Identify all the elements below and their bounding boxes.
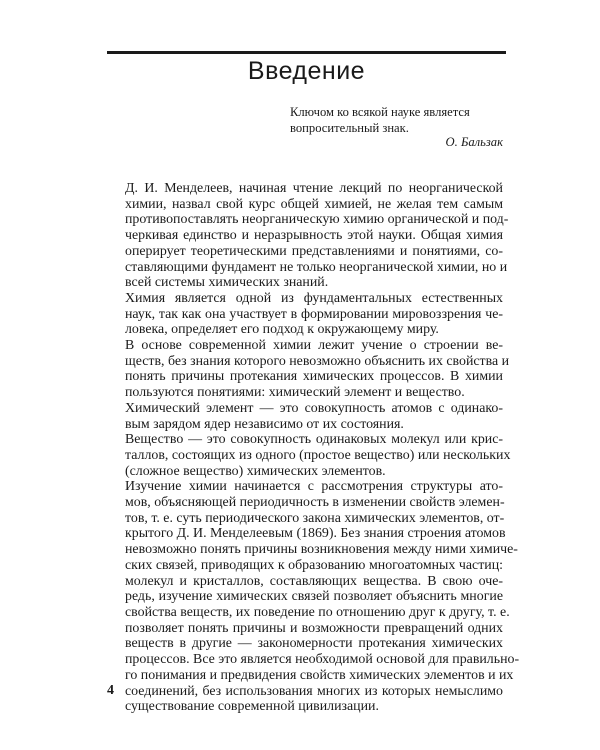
text-line: го понимания и предвидения свойств химических элементов и их (125, 667, 514, 683)
text-line: невозможно понять причины возникновения между ними химиче- (125, 542, 518, 558)
text-line: противопоставлять неорганическую химию органической и под- (125, 212, 509, 228)
chapter-title: Введение (247, 57, 366, 85)
text-line: мов, объясняющей периодичность в изменении свойств элемен- (125, 495, 505, 511)
paragraph (105, 338, 510, 401)
text-line: ставляющими фундамент не только неорганической химии, но и (125, 259, 508, 275)
text-line: существование современной цивилизации. (125, 699, 379, 715)
text-line: В основе современной химии лежит учение о строении ве- (125, 338, 503, 354)
text-line: Д. И. Менделеев, начиная чтение лекций по неорганической (125, 181, 503, 196)
text-line: крытого Д. И. Менделеевым (1869). Без знания строения атомов (125, 526, 506, 542)
text-line: Изучение химии начинается с рассмотрения структуры ато- (125, 479, 503, 495)
text-line: всей системы химических знаний. (125, 275, 329, 291)
text-line: ловека, определяет его подход к окружающему миру. (125, 322, 439, 338)
text-line: соединений, без использования многих из которых немыслимо (125, 683, 503, 699)
text-line: свойства веществ, их поведение по отношению друг к другу, т. е. (125, 604, 510, 620)
body-text (105, 181, 520, 715)
epigraph-line: вопросительный знак. (290, 121, 409, 135)
paragraph (105, 291, 503, 338)
text-line: веществ в другие — закономерности протекания химических (125, 636, 503, 652)
epigraph-line: Ключом ко всякой науке является (290, 105, 470, 119)
text-line: Химический элемент — это совокупность атомов с одинако- (125, 400, 503, 416)
paragraph (105, 401, 503, 432)
text-line: пользуются понятиями: химический элемент и вещество. (125, 385, 465, 401)
epigraph (290, 104, 510, 136)
header-rule (107, 51, 506, 54)
text-line: Вещество — это совокупность одинаковых молекул или крис- (125, 432, 503, 448)
text-line: (сложное вещество) химических элементов. (125, 463, 386, 479)
text-line: ских связей, приводящих к образованию многоатомных частиц: (125, 557, 503, 573)
paragraph (105, 432, 511, 479)
text-line: вым зарядом ядер независимо от их состояния. (125, 416, 404, 432)
text-line: химии, назвал свой курс общей химией, не желая тем самым (125, 196, 503, 212)
text-line: черкивая единство и неразрывность этой науки. Общая химия (125, 228, 503, 244)
page-number: 4 (107, 683, 114, 698)
text-line: молекул и кристаллов, составляющих вещества. В свою оче- (125, 573, 503, 589)
text-line: ществ, без знания которого невозможно объяснить их свойства и (125, 353, 510, 369)
text-line: позволяет понять причины и возможности превращений одних (125, 620, 503, 636)
text-line: наук, так как она участвует в формировании мировоззрения че- (125, 306, 503, 322)
paragraph (105, 181, 509, 291)
text-line: процессов. Все это является необходимой основой для правильно- (125, 652, 520, 668)
text-line: тов, т. е. суть периодического закона химических элементов, от- (125, 510, 505, 526)
text-line: Химия является одной из фундаментальных естественных (125, 290, 503, 306)
epigraph-author: О. Бальзак (445, 135, 503, 149)
text-line: редь, изучение химических связей позволяет объяснить многие (125, 589, 503, 605)
paragraph (105, 479, 520, 715)
text-line: оперирует теоретическими представлениями и понятиями, со- (125, 243, 503, 259)
text-line: таллов, состоящих из одного (простое вещество) или нескольких (125, 447, 511, 463)
text-line: понять причины протекания химических процессов. В химии (125, 369, 503, 385)
